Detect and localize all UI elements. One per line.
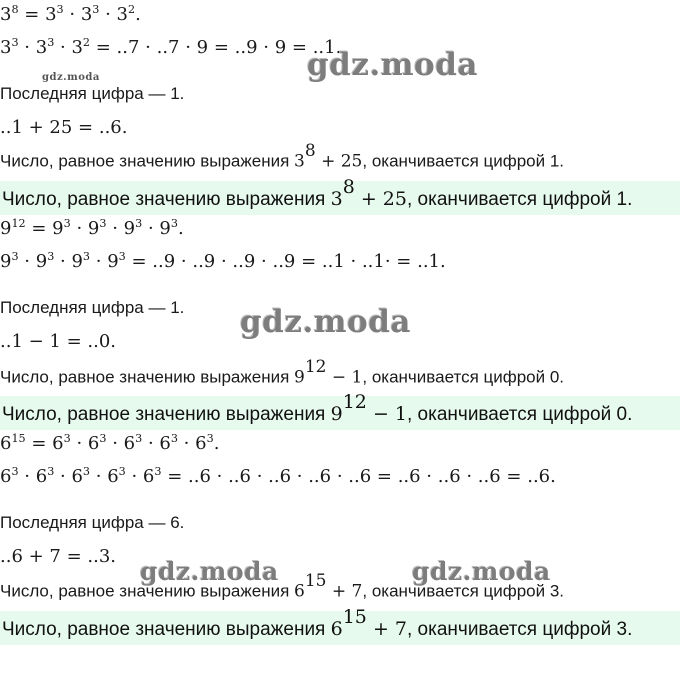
watermark: gdz.moda: [140, 557, 279, 586]
equation-9-power-12: $9^{12} = 9^3 \cdot 9^3 \cdot 9^3 \cdot 9^3$.: [0, 217, 184, 239]
equation-9-product: $9^3 \cdot 9^3 \cdot 9^3 \cdot 9^3 = ..9 \cdot ..9 \cdot ..9 \cdot ..9 = ..1 \cdot ..1\cdot = ..1$.: [0, 250, 446, 272]
conclusion-text: Число, равное значению выражения $6^{15} + 7$, оканчивается цифрой 3.: [0, 571, 565, 602]
answer-text: Число, равное значению выражения $3^8 + 25$, оканчивается цифрой 1.: [2, 176, 633, 210]
answer-highlight: [0, 176, 680, 215]
last-digit-text: Последняя цифра — 1.: [0, 84, 185, 103]
last-digit-text: Последняя цифра — 6.: [0, 513, 185, 532]
equation-3-power-8: $3^8 = 3^3 \cdot 3^3 \cdot 3^2$.: [0, 3, 141, 25]
watermark: gdz.moda: [412, 557, 551, 586]
answer-highlight: [0, 606, 680, 645]
sum-equation: ..6 + 7 = ..3.: [0, 546, 117, 567]
watermark: gdz.moda: [240, 304, 411, 340]
answer-text: Число, равное значению выражения $6^{15} + 7$, оканчивается цифрой 3.: [2, 606, 633, 640]
watermark: gdz.moda: [307, 47, 478, 83]
answer-highlight: [0, 391, 680, 430]
difference-equation: ..1 − 1 = ..0.: [0, 331, 117, 352]
equation-6-product: $6^3 \cdot 6^3 \cdot 6^3 \cdot 6^3 \cdot 6^3 = ..6 \cdot ..6 \cdot ..6 \cdot ..6 \cdot ..6 = ..6 \cdot ..6 \cdot ..6 = ..6$.: [0, 465, 556, 487]
conclusion-text: Число, равное значению выражения $3^8 + 25$, оканчивается цифрой 1.: [0, 141, 565, 172]
equation-6-power-15: $6^{15} = 6^3 \cdot 6^3 \cdot 6^3 \cdot 6^3 \cdot 6^3$.: [0, 432, 220, 454]
sum-equation: ..1 + 25 = ..6.: [0, 117, 128, 138]
conclusion-text: Число, равное значению выражения $9^{12} - 1$, оканчивается цифрой 0.: [0, 357, 565, 388]
last-digit-text: Последняя цифра — 1.: [0, 298, 185, 317]
equation-3-product: $3^3 \cdot 3^3 \cdot 3^2 = ..7 \cdot ..7 \cdot 9 = ..9 \cdot 9 = ..1$.: [0, 36, 342, 58]
watermark-small: gdz.moda: [42, 72, 100, 83]
answer-text: Число, равное значению выражения $9^{12} - 1$, оканчивается цифрой 0.: [2, 391, 633, 425]
